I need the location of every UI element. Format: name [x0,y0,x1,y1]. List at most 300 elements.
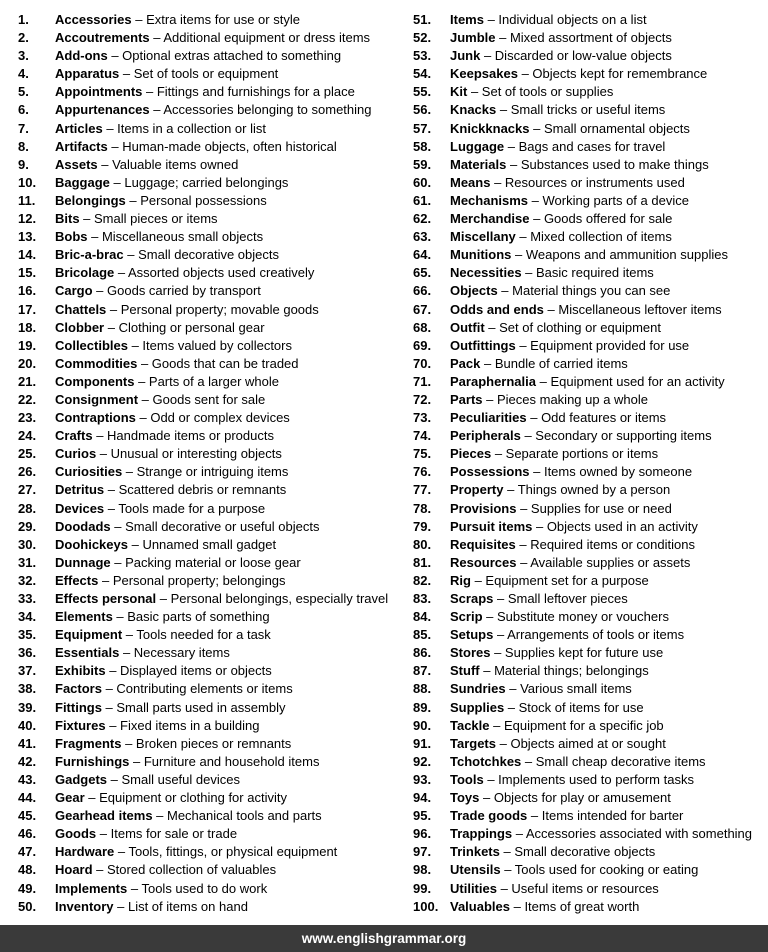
item-definition: – Things owned by a person [503,482,671,498]
item-term: Odds and ends [450,301,544,317]
item-number: 61. [413,192,432,208]
item-term: Doohickeys [55,536,128,552]
item-definition: – Goods sent for sale [138,391,266,407]
list-item [413,355,768,373]
list-item [413,644,768,662]
item-definition: – Objects aimed at or sought [496,735,666,751]
item-text [450,807,683,825]
item-definition: – Necessary items [119,645,230,661]
item-definition: – Stored collection of valuables [92,862,277,878]
item-text [450,138,665,156]
item-text [450,753,706,771]
list-item [18,717,395,735]
item-definition: – Set of tools or equipment [119,66,279,82]
item-number: 19. [18,337,37,353]
item-text [55,536,276,554]
item-number: 94. [413,790,432,806]
item-term: Rig [450,572,471,588]
item-definition: – Tools, fittings, or physical equipment [114,844,338,860]
item-definition: – Personal property; movable goods [106,301,319,317]
item-number: 44. [18,790,37,806]
list-item [413,807,768,825]
item-text [55,554,301,572]
item-definition: – Bags and cases for travel [504,138,666,154]
item-definition: – Handmade items or products [92,428,274,444]
item-term: Parts [450,391,483,407]
item-term: Trinkets [450,844,500,860]
item-number: 42. [18,753,37,769]
list-item [413,463,768,481]
item-text [450,355,628,373]
item-definition: – Small pieces or items [79,211,218,227]
item-term: Fragments [55,735,122,751]
item-definition: – Arrangements of tools or items [493,627,685,643]
item-text [450,319,661,337]
item-number: 17. [18,301,37,317]
item-number: 93. [413,771,432,787]
item-term: Stuff [450,663,480,679]
item-text [450,156,709,174]
list-item [413,518,768,536]
item-number: 82. [413,572,432,588]
item-term: Cargo [55,283,93,299]
item-term: Curiosities [55,464,123,480]
item-text [55,644,230,662]
item-definition: – Useful items or resources [496,880,659,896]
item-number: 21. [18,373,37,389]
item-number: 58. [413,138,432,154]
item-term: Doodads [55,518,111,534]
list-item [18,843,395,861]
item-term: Dunnage [55,554,111,570]
item-definition: – Miscellaneous leftover items [543,301,722,317]
item-definition: – Small tricks or useful items [496,102,666,118]
item-definition: – Accessories associated with something [512,826,753,842]
list-item [18,608,395,626]
item-number: 47. [18,844,37,860]
item-number: 29. [18,518,37,534]
item-text [450,373,725,391]
footer-url: www.englishgrammar.org [301,931,467,946]
item-text [55,680,293,698]
item-definition: – Substances used to make things [506,156,709,172]
item-definition: – Basic parts of something [112,609,270,625]
item-text [450,463,692,481]
item-definition: – Personal property; belongings [98,572,286,588]
list-item [413,536,768,554]
item-definition: – Various small items [505,681,632,697]
item-term: Possessions [450,464,530,480]
item-definition: – Goods offered for sale [529,211,673,227]
list-item [18,463,395,481]
item-term: Paraphernalia [450,373,536,389]
item-term: Goods [55,826,97,842]
list-item [413,554,768,572]
item-definition: – Set of tools or supplies [467,84,614,100]
item-definition: – Bundle of carried items [480,355,628,371]
item-term: Commodities [55,355,138,371]
list-item [18,246,395,264]
item-number: 33. [18,591,37,606]
item-definition: – Items of great worth [509,898,640,914]
item-text [55,409,290,427]
item-text [55,807,322,825]
item-term: Property [450,482,504,498]
list-item [413,626,768,644]
item-text [55,427,274,445]
list-item [18,337,395,355]
item-number: 72. [413,391,432,407]
item-text [55,626,271,644]
item-number: 85. [413,627,432,643]
item-term: Assets [55,156,98,172]
item-text [55,264,314,282]
item-term: Crafts [55,428,93,444]
item-definition: – Additional equipment or dress items [149,30,371,46]
item-text [55,138,337,156]
list-item [413,337,768,355]
item-number: 6. [18,102,29,118]
item-text [55,391,265,409]
item-number: 88. [413,681,432,697]
item-text [450,282,670,300]
item-number: 74. [413,428,432,444]
item-text [450,861,698,879]
item-term: Jumble [450,30,496,46]
item-number: 79. [413,518,432,534]
item-definition: – Tools made for a purpose [104,500,266,516]
item-definition: – Goods that can be traded [137,355,299,371]
item-term: Targets [450,735,496,751]
item-definition: – Unnamed small gadget [127,536,277,552]
list-item [18,228,395,246]
item-text [55,608,270,626]
item-definition: – Contributing elements or items [101,681,293,697]
list-item [413,409,768,427]
item-text [55,445,282,463]
item-term: Accessories [55,12,132,27]
item-number: 76. [413,464,432,480]
list-item [413,753,768,771]
list-item [18,771,395,789]
item-number: 23. [18,410,37,426]
list-item [18,536,395,554]
list-item [413,156,768,174]
item-text [55,898,248,916]
item-term: Add-ons [55,48,108,64]
item-text [55,825,237,843]
item-term: Kit [450,84,468,100]
item-term: Stores [450,645,491,661]
item-number: 59. [413,156,432,172]
item-number: 43. [18,771,37,787]
list-item [18,554,395,572]
item-term: Peculiarities [450,410,527,426]
item-definition: – Small cheap decorative items [521,753,706,769]
item-definition: – Objects used in an activity [532,518,698,534]
item-number: 78. [413,500,432,516]
item-term: Supplies [450,699,505,715]
item-term: Sundries [450,681,506,697]
item-term: Components [55,373,135,389]
item-definition: – Small leftover pieces [493,591,628,606]
item-text [55,228,263,246]
item-term: Scrip [450,609,483,625]
item-number: 91. [413,735,432,751]
item-definition: – Supplies for use or need [516,500,672,516]
item-number: 55. [413,84,432,100]
item-number: 3. [18,48,29,64]
list-item [413,83,768,101]
item-term: Keepsakes [450,66,518,82]
item-definition: – Supplies kept for future use [490,645,664,661]
item-number: 34. [18,609,37,625]
item-term: Artifacts [55,138,108,154]
item-definition: – Discarded or low-value objects [480,48,672,64]
item-text [450,572,649,590]
item-number: 22. [18,391,37,407]
list-item [18,590,395,608]
item-number: 7. [18,120,29,136]
item-number: 98. [413,862,432,878]
item-definition: – Items owned by someone [529,464,693,480]
item-term: Trappings [450,826,513,842]
list-item [413,210,768,228]
item-term: Tackle [450,717,490,733]
item-number: 20. [18,355,37,371]
item-term: Gear [55,790,85,806]
list-item [18,355,395,373]
item-text [450,536,695,554]
item-number: 71. [413,373,432,389]
item-text [450,65,707,83]
item-text [450,843,655,861]
item-definition: – Packing material or loose gear [110,554,301,570]
item-definition: – Equipment provided for use [515,337,690,353]
item-number: 32. [18,572,37,588]
item-definition: – Small decorative objects [123,247,279,263]
item-text [450,608,669,626]
item-text [55,662,272,680]
list-item [413,880,768,898]
item-number: 41. [18,735,37,751]
list-item [413,29,768,47]
item-text [450,264,654,282]
item-definition: – Required items or conditions [515,536,695,552]
item-term: Baggage [55,174,110,190]
item-number: 49. [18,880,37,896]
list-item [413,481,768,499]
item-definition: – Miscellaneous small objects [87,229,264,245]
item-definition: – Odd or complex devices [135,410,290,426]
item-text [450,626,684,644]
item-text [450,120,690,138]
list-item [18,500,395,518]
item-text [55,210,218,228]
item-text [450,101,665,119]
list-item [18,807,395,825]
item-term: Provisions [450,500,517,516]
item-term: Apparatus [55,66,120,82]
item-definition: – Equipment set for a purpose [470,572,649,588]
item-number: 10. [18,174,37,190]
item-text [55,843,337,861]
item-term: Resources [450,554,517,570]
item-text [55,789,287,807]
item-term: Pieces [450,446,492,462]
item-text [450,717,664,735]
item-definition: – Resources or instruments used [490,174,685,190]
item-definition: – Small parts used in assembly [101,699,286,715]
item-text [450,192,689,210]
item-number: 75. [413,446,432,462]
item-number: 53. [413,48,432,64]
item-number: 68. [413,319,432,335]
item-text [55,29,370,47]
list-item [413,662,768,680]
item-number: 2. [18,30,29,46]
item-term: Bobs [55,229,88,245]
list-item [413,789,768,807]
item-number: 95. [413,808,432,824]
item-text [450,644,663,662]
item-definition: – Material things; belongings [479,663,649,679]
list-item [18,699,395,717]
item-definition: – Working parts of a device [528,192,689,208]
item-number: 8. [18,138,29,154]
item-number: 97. [413,844,432,860]
item-number: 36. [18,645,37,661]
list-item [18,898,395,916]
list-item [413,427,768,445]
item-term: Objects [450,283,498,299]
item-number: 66. [413,283,432,299]
item-term: Implements [55,880,128,896]
list-item [18,120,395,138]
item-number: 35. [18,627,37,643]
item-definition: – Set of clothing or equipment [484,319,661,335]
list-item [18,753,395,771]
item-number: 14. [18,247,37,263]
list-column-left [18,11,395,916]
item-text [55,65,278,83]
list-item [413,101,768,119]
item-text [450,898,639,916]
item-term: Effects personal [55,591,157,606]
item-term: Outfittings [450,337,516,353]
item-term: Tools [450,771,484,787]
item-number: 62. [413,211,432,227]
item-definition: – Implements used to perform tasks [483,771,694,787]
item-term: Miscellany [450,229,516,245]
item-number: 40. [18,717,37,733]
item-text [55,572,286,590]
item-term: Peripherals [450,428,521,444]
item-term: Junk [450,48,481,64]
item-term: Tchotchkes [450,753,522,769]
list-column-right [413,11,768,916]
item-definition: – Substitute money or vouchers [482,609,669,625]
item-number: 25. [18,446,37,462]
item-text [55,735,291,753]
item-definition: – Equipment for a specific job [489,717,664,733]
item-definition: – Weapons and ammunition supplies [511,247,728,263]
item-number: 52. [413,30,432,46]
list-item [413,445,768,463]
item-number: 11. [18,192,36,208]
item-text [55,861,276,879]
list-item [413,228,768,246]
item-number: 56. [413,102,432,118]
list-item [18,11,395,29]
item-definition: – Personal belongings, especially travel [156,591,389,606]
item-text [450,11,647,29]
list-item [18,301,395,319]
list-item [18,65,395,83]
item-definition: – Valuable items owned [97,156,239,172]
list-item [413,717,768,735]
item-text [55,463,288,481]
item-number: 26. [18,464,37,480]
item-text [55,481,286,499]
item-number: 18. [18,319,37,335]
item-term: Appurtenances [55,102,150,118]
item-term: Appointments [55,84,143,100]
footer-bar [0,925,768,952]
item-definition: – Objects kept for remembrance [517,66,708,82]
list-item [18,282,395,300]
list-item [18,391,395,409]
list-item [18,662,395,680]
item-term: Toys [450,790,480,806]
item-definition: – Broken pieces or remnants [121,735,292,751]
item-number: 63. [413,229,432,245]
item-number: 84. [413,609,432,625]
item-number: 77. [413,482,432,498]
item-text [55,301,319,319]
item-term: Bricolage [55,265,115,281]
item-term: Curios [55,446,97,462]
list-item [18,789,395,807]
item-term: Luggage [450,138,505,154]
item-text [55,337,292,355]
item-number: 50. [18,898,37,914]
list-item [413,590,768,608]
item-number: 96. [413,826,432,842]
list-item [413,373,768,391]
item-term: Munitions [450,247,512,263]
item-term: Gearhead items [55,808,153,824]
item-number: 30. [18,536,37,552]
item-term: Necessities [450,265,522,281]
item-number: 51. [413,12,432,27]
item-term: Hardware [55,844,115,860]
list-item [18,481,395,499]
list-item [413,264,768,282]
item-text [450,789,671,807]
item-text [450,301,722,319]
item-definition: – Fixed items in a building [105,717,260,733]
list-item [413,65,768,83]
list-item [413,138,768,156]
item-term: Utensils [450,862,501,878]
list-item [413,120,768,138]
item-definition: – Assorted objects used creatively [114,265,315,281]
item-definition: – Small useful devices [107,771,240,787]
item-text [55,174,288,192]
item-number: 24. [18,428,37,444]
list-item [18,409,395,427]
